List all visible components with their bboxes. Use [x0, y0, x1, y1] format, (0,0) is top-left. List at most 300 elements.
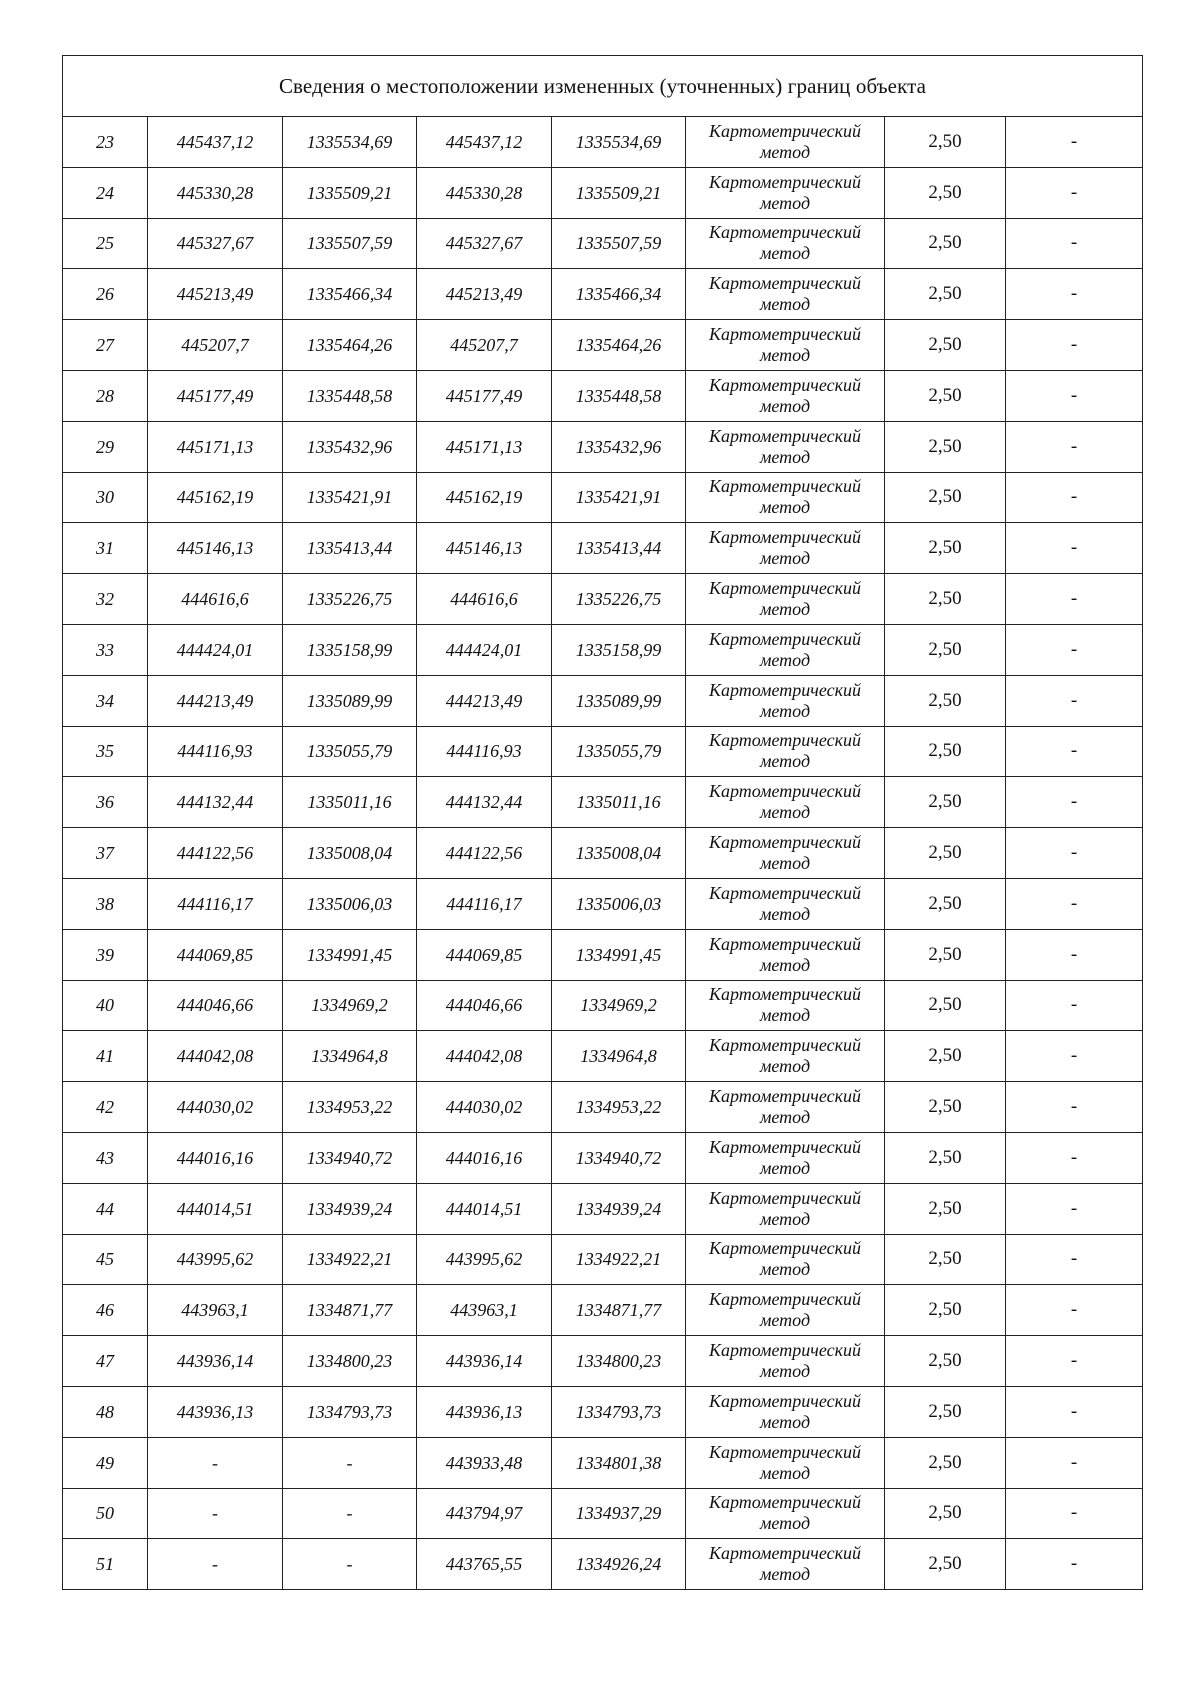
x-refined-cell: 445327,67: [417, 218, 552, 269]
method-label-line2: метод: [759, 1361, 811, 1382]
y-refined-cell: 1335089,99: [552, 675, 686, 726]
point-number-cell: 25: [63, 218, 148, 269]
point-number-cell: 30: [63, 472, 148, 523]
x-existing-cell: 443936,13: [148, 1386, 283, 1437]
x-refined-cell: 444042,08: [417, 1031, 552, 1082]
point-number-cell: 36: [63, 777, 148, 828]
method-label-line2: метод: [759, 1310, 811, 1331]
table-row: [63, 523, 1143, 574]
point-number-cell: 50: [63, 1488, 148, 1539]
point-number-cell: 44: [63, 1183, 148, 1234]
method-label-line2: метод: [759, 954, 811, 975]
point-number-cell: 38: [63, 878, 148, 929]
method-label-line2: метод: [759, 1411, 811, 1432]
table-row: [63, 675, 1143, 726]
method-label-line2: метод: [759, 243, 811, 264]
method-label-line1: Картометрический: [708, 1543, 861, 1564]
method-cell: [686, 1082, 885, 1133]
y-refined-cell: 1335158,99: [552, 624, 686, 675]
y-refined-cell: 1335507,59: [552, 218, 686, 269]
method-cell: [686, 878, 885, 929]
method-cell: [686, 574, 885, 625]
y-existing-cell: 1334800,23: [283, 1336, 417, 1387]
x-refined-cell: 444616,6: [417, 574, 552, 625]
method-cell: [686, 1437, 885, 1488]
method-label-line1: Картометрический: [708, 1441, 861, 1462]
x-refined-cell: 445207,7: [417, 320, 552, 371]
method-cell: [686, 320, 885, 371]
table-row: [63, 269, 1143, 320]
point-number-cell: 32: [63, 574, 148, 625]
y-existing-cell: -: [283, 1488, 417, 1539]
table-row: [63, 117, 1143, 168]
x-existing-cell: 443963,1: [148, 1285, 283, 1336]
y-existing-cell: 1335006,03: [283, 878, 417, 929]
point-description-cell: -: [1006, 929, 1143, 980]
y-existing-cell: 1335507,59: [283, 218, 417, 269]
y-existing-cell: 1335534,69: [283, 117, 417, 168]
point-number-cell: 24: [63, 167, 148, 218]
x-existing-cell: -: [148, 1437, 283, 1488]
table-row: [63, 167, 1143, 218]
method-label-line1: Картометрический: [708, 984, 861, 1005]
x-refined-cell: 445177,49: [417, 370, 552, 421]
method-label-line2: метод: [759, 395, 811, 416]
point-description-cell: -: [1006, 269, 1143, 320]
y-refined-cell: 1335464,26: [552, 320, 686, 371]
y-existing-cell: 1334969,2: [283, 980, 417, 1031]
method-cell: [686, 167, 885, 218]
x-existing-cell: 445330,28: [148, 167, 283, 218]
y-existing-cell: 1335158,99: [283, 624, 417, 675]
precision-cell: 2,50: [885, 523, 1006, 574]
table-row: [63, 878, 1143, 929]
precision-cell: 2,50: [885, 1183, 1006, 1234]
point-number-cell: 43: [63, 1132, 148, 1183]
point-description-cell: -: [1006, 828, 1143, 879]
x-refined-cell: 444116,93: [417, 726, 552, 777]
method-label-line1: Картометрический: [708, 781, 861, 802]
y-refined-cell: 1335509,21: [552, 167, 686, 218]
x-existing-cell: 444616,6: [148, 574, 283, 625]
method-label-line2: метод: [759, 1462, 811, 1483]
precision-cell: 2,50: [885, 1132, 1006, 1183]
point-description-cell: -: [1006, 421, 1143, 472]
point-description-cell: -: [1006, 1031, 1143, 1082]
y-existing-cell: 1335432,96: [283, 421, 417, 472]
method-label-line1: Картометрический: [708, 1238, 861, 1259]
point-number-cell: 49: [63, 1437, 148, 1488]
table-body: [63, 56, 1143, 1590]
precision-cell: 2,50: [885, 675, 1006, 726]
method-label-line1: Картометрический: [708, 425, 861, 446]
point-number-cell: 37: [63, 828, 148, 879]
method-label-line1: Картометрический: [708, 1035, 861, 1056]
point-number-cell: 35: [63, 726, 148, 777]
y-existing-cell: 1334953,22: [283, 1082, 417, 1133]
x-refined-cell: 443794,97: [417, 1488, 552, 1539]
y-refined-cell: 1335413,44: [552, 523, 686, 574]
x-refined-cell: 444069,85: [417, 929, 552, 980]
table-row: [63, 1539, 1143, 1590]
method-cell: [686, 117, 885, 168]
table-row: [63, 1285, 1143, 1336]
x-refined-cell: 444122,56: [417, 828, 552, 879]
method-label-line1: Картометрический: [708, 1492, 861, 1513]
x-existing-cell: 445146,13: [148, 523, 283, 574]
y-existing-cell: -: [283, 1437, 417, 1488]
method-label-line2: метод: [759, 1157, 811, 1178]
precision-cell: 2,50: [885, 929, 1006, 980]
method-cell: [686, 1031, 885, 1082]
method-cell: [686, 1234, 885, 1285]
x-existing-cell: -: [148, 1539, 283, 1590]
x-existing-cell: 445437,12: [148, 117, 283, 168]
method-cell: [686, 777, 885, 828]
method-cell: [686, 828, 885, 879]
table-row: [63, 1234, 1143, 1285]
precision-cell: 2,50: [885, 117, 1006, 168]
x-refined-cell: 444030,02: [417, 1082, 552, 1133]
point-description-cell: -: [1006, 218, 1143, 269]
table-row: [63, 828, 1143, 879]
point-number-cell: 41: [63, 1031, 148, 1082]
precision-cell: 2,50: [885, 320, 1006, 371]
table-row: [63, 1132, 1143, 1183]
x-existing-cell: 444132,44: [148, 777, 283, 828]
method-label-line1: Картометрический: [708, 527, 861, 548]
table-row: [63, 1386, 1143, 1437]
x-existing-cell: 443936,14: [148, 1336, 283, 1387]
precision-cell: 2,50: [885, 218, 1006, 269]
y-refined-cell: 1334801,38: [552, 1437, 686, 1488]
point-description-cell: -: [1006, 1132, 1143, 1183]
method-cell: [686, 624, 885, 675]
method-cell: [686, 1539, 885, 1590]
table-row: [63, 980, 1143, 1031]
table-title: Сведения о местоположении измененных (уточненных) границ объекта: [63, 56, 1143, 117]
table-row: [63, 421, 1143, 472]
precision-cell: 2,50: [885, 1234, 1006, 1285]
method-cell: [686, 523, 885, 574]
y-existing-cell: 1335089,99: [283, 675, 417, 726]
method-cell: [686, 370, 885, 421]
y-existing-cell: 1335008,04: [283, 828, 417, 879]
point-description-cell: -: [1006, 320, 1143, 371]
y-existing-cell: 1335011,16: [283, 777, 417, 828]
method-label-line1: Картометрический: [708, 1086, 861, 1107]
x-refined-cell: 443765,55: [417, 1539, 552, 1590]
point-description-cell: -: [1006, 777, 1143, 828]
x-existing-cell: 444016,16: [148, 1132, 283, 1183]
method-label-line1: Картометрический: [708, 1289, 861, 1310]
method-label-line2: метод: [759, 853, 811, 874]
x-existing-cell: 445177,49: [148, 370, 283, 421]
x-existing-cell: 444046,66: [148, 980, 283, 1031]
y-existing-cell: 1334991,45: [283, 929, 417, 980]
method-cell: [686, 421, 885, 472]
point-description-cell: -: [1006, 726, 1143, 777]
x-refined-cell: 444213,49: [417, 675, 552, 726]
method-label-line1: Картометрический: [708, 1187, 861, 1208]
method-label-line2: метод: [759, 751, 811, 772]
y-existing-cell: 1335413,44: [283, 523, 417, 574]
x-refined-cell: 444016,16: [417, 1132, 552, 1183]
precision-cell: 2,50: [885, 1082, 1006, 1133]
method-cell: [686, 1336, 885, 1387]
y-existing-cell: -: [283, 1539, 417, 1590]
x-refined-cell: 444014,51: [417, 1183, 552, 1234]
method-label-line1: Картометрический: [708, 1340, 861, 1361]
y-refined-cell: 1335448,58: [552, 370, 686, 421]
point-number-cell: 51: [63, 1539, 148, 1590]
method-label-line1: Картометрический: [708, 628, 861, 649]
y-refined-cell: 1334969,2: [552, 980, 686, 1031]
point-number-cell: 40: [63, 980, 148, 1031]
precision-cell: 2,50: [885, 1336, 1006, 1387]
method-label-line2: метод: [759, 1208, 811, 1229]
y-refined-cell: 1335421,91: [552, 472, 686, 523]
point-number-cell: 42: [63, 1082, 148, 1133]
table-row: [63, 218, 1143, 269]
x-refined-cell: 444046,66: [417, 980, 552, 1031]
x-existing-cell: 444213,49: [148, 675, 283, 726]
method-label-line1: Картометрический: [708, 882, 861, 903]
method-label-line1: Картометрический: [708, 324, 861, 345]
table-title-row: [63, 56, 1143, 117]
x-refined-cell: 444132,44: [417, 777, 552, 828]
table-row: [63, 1488, 1143, 1539]
table-row: [63, 1031, 1143, 1082]
point-number-cell: 23: [63, 117, 148, 168]
point-description-cell: -: [1006, 1386, 1143, 1437]
point-description-cell: -: [1006, 878, 1143, 929]
x-refined-cell: 443995,62: [417, 1234, 552, 1285]
precision-cell: 2,50: [885, 1488, 1006, 1539]
x-existing-cell: 445162,19: [148, 472, 283, 523]
method-cell: [686, 675, 885, 726]
method-cell: [686, 1386, 885, 1437]
table-row: [63, 370, 1143, 421]
method-label-line2: метод: [759, 599, 811, 620]
method-label-line1: Картометрический: [708, 171, 861, 192]
method-label-line2: метод: [759, 192, 811, 213]
precision-cell: 2,50: [885, 1539, 1006, 1590]
y-refined-cell: 1334800,23: [552, 1336, 686, 1387]
method-label-line1: Картометрический: [708, 679, 861, 700]
x-existing-cell: 443995,62: [148, 1234, 283, 1285]
point-number-cell: 28: [63, 370, 148, 421]
precision-cell: 2,50: [885, 167, 1006, 218]
y-refined-cell: 1334871,77: [552, 1285, 686, 1336]
y-existing-cell: 1335448,58: [283, 370, 417, 421]
table-row: [63, 777, 1143, 828]
point-description-cell: -: [1006, 370, 1143, 421]
point-description-cell: -: [1006, 624, 1143, 675]
x-existing-cell: 444030,02: [148, 1082, 283, 1133]
y-refined-cell: 1334937,29: [552, 1488, 686, 1539]
y-refined-cell: 1335466,34: [552, 269, 686, 320]
method-cell: [686, 929, 885, 980]
point-number-cell: 39: [63, 929, 148, 980]
table-row: [63, 1336, 1143, 1387]
method-label-line2: метод: [759, 1513, 811, 1534]
y-existing-cell: 1334940,72: [283, 1132, 417, 1183]
point-number-cell: 33: [63, 624, 148, 675]
point-description-cell: -: [1006, 574, 1143, 625]
table-row: [63, 624, 1143, 675]
x-refined-cell: 444116,17: [417, 878, 552, 929]
method-label-line1: Картометрический: [708, 730, 861, 751]
method-label-line2: метод: [759, 1564, 811, 1585]
x-existing-cell: 445207,7: [148, 320, 283, 371]
point-number-cell: 31: [63, 523, 148, 574]
table-row: [63, 929, 1143, 980]
y-existing-cell: 1334939,24: [283, 1183, 417, 1234]
y-existing-cell: 1335466,34: [283, 269, 417, 320]
method-label-line1: Картометрический: [708, 374, 861, 395]
method-label-line2: метод: [759, 497, 811, 518]
precision-cell: 2,50: [885, 828, 1006, 879]
y-existing-cell: 1335464,26: [283, 320, 417, 371]
y-existing-cell: 1335226,75: [283, 574, 417, 625]
boundary-coordinates-table: [62, 55, 1143, 1590]
precision-cell: 2,50: [885, 472, 1006, 523]
y-refined-cell: 1335008,04: [552, 828, 686, 879]
point-description-cell: -: [1006, 1336, 1143, 1387]
precision-cell: 2,50: [885, 269, 1006, 320]
method-label-line1: Картометрический: [708, 222, 861, 243]
method-label-line2: метод: [759, 345, 811, 366]
point-number-cell: 34: [63, 675, 148, 726]
point-description-cell: -: [1006, 117, 1143, 168]
method-label-line2: метод: [759, 700, 811, 721]
precision-cell: 2,50: [885, 370, 1006, 421]
y-refined-cell: 1334939,24: [552, 1183, 686, 1234]
point-number-cell: 26: [63, 269, 148, 320]
precision-cell: 2,50: [885, 574, 1006, 625]
method-label-line2: метод: [759, 1056, 811, 1077]
point-description-cell: -: [1006, 675, 1143, 726]
point-number-cell: 46: [63, 1285, 148, 1336]
y-refined-cell: 1335226,75: [552, 574, 686, 625]
method-label-line2: метод: [759, 1005, 811, 1026]
point-description-cell: -: [1006, 980, 1143, 1031]
method-label-line1: Картометрический: [708, 120, 861, 141]
point-description-cell: -: [1006, 167, 1143, 218]
point-number-cell: 47: [63, 1336, 148, 1387]
point-number-cell: 45: [63, 1234, 148, 1285]
x-refined-cell: 443936,14: [417, 1336, 552, 1387]
y-refined-cell: 1334922,21: [552, 1234, 686, 1285]
method-label-line1: Картометрический: [708, 578, 861, 599]
method-label-line1: Картометрический: [708, 273, 861, 294]
y-refined-cell: 1335534,69: [552, 117, 686, 168]
point-description-cell: -: [1006, 1285, 1143, 1336]
method-cell: [686, 472, 885, 523]
y-refined-cell: 1334926,24: [552, 1539, 686, 1590]
precision-cell: 2,50: [885, 980, 1006, 1031]
x-refined-cell: 445213,49: [417, 269, 552, 320]
method-label-line2: метод: [759, 294, 811, 315]
x-existing-cell: 445171,13: [148, 421, 283, 472]
x-existing-cell: -: [148, 1488, 283, 1539]
y-refined-cell: 1335006,03: [552, 878, 686, 929]
method-cell: [686, 218, 885, 269]
x-refined-cell: 445171,13: [417, 421, 552, 472]
table-row: [63, 320, 1143, 371]
x-existing-cell: 444116,93: [148, 726, 283, 777]
y-refined-cell: 1335011,16: [552, 777, 686, 828]
y-refined-cell: 1335055,79: [552, 726, 686, 777]
method-cell: [686, 980, 885, 1031]
precision-cell: 2,50: [885, 1285, 1006, 1336]
x-existing-cell: 444116,17: [148, 878, 283, 929]
y-existing-cell: 1334964,8: [283, 1031, 417, 1082]
y-refined-cell: 1335432,96: [552, 421, 686, 472]
x-refined-cell: 445146,13: [417, 523, 552, 574]
method-label-line1: Картометрический: [708, 832, 861, 853]
x-existing-cell: 444042,08: [148, 1031, 283, 1082]
point-number-cell: 48: [63, 1386, 148, 1437]
table-row: [63, 1437, 1143, 1488]
point-description-cell: -: [1006, 1539, 1143, 1590]
table-row: [63, 1082, 1143, 1133]
y-existing-cell: 1335421,91: [283, 472, 417, 523]
y-refined-cell: 1334953,22: [552, 1082, 686, 1133]
method-label-line1: Картометрический: [708, 1136, 861, 1157]
precision-cell: 2,50: [885, 624, 1006, 675]
x-existing-cell: 445327,67: [148, 218, 283, 269]
point-description-cell: -: [1006, 1183, 1143, 1234]
point-description-cell: -: [1006, 523, 1143, 574]
method-label-line1: Картометрический: [708, 933, 861, 954]
precision-cell: 2,50: [885, 1031, 1006, 1082]
method-label-line2: метод: [759, 548, 811, 569]
point-description-cell: -: [1006, 1082, 1143, 1133]
point-description-cell: -: [1006, 472, 1143, 523]
y-existing-cell: 1334871,77: [283, 1285, 417, 1336]
point-number-cell: 29: [63, 421, 148, 472]
x-existing-cell: 444424,01: [148, 624, 283, 675]
y-existing-cell: 1335055,79: [283, 726, 417, 777]
y-existing-cell: 1335509,21: [283, 167, 417, 218]
table-row: [63, 1183, 1143, 1234]
method-label-line1: Картометрический: [708, 476, 861, 497]
precision-cell: 2,50: [885, 421, 1006, 472]
method-label-line2: метод: [759, 446, 811, 467]
y-refined-cell: 1334964,8: [552, 1031, 686, 1082]
method-label-line1: Картометрический: [708, 1390, 861, 1411]
method-cell: [686, 1132, 885, 1183]
x-existing-cell: 445213,49: [148, 269, 283, 320]
x-refined-cell: 443963,1: [417, 1285, 552, 1336]
y-refined-cell: 1334793,73: [552, 1386, 686, 1437]
table-row: [63, 574, 1143, 625]
x-refined-cell: 445330,28: [417, 167, 552, 218]
precision-cell: 2,50: [885, 726, 1006, 777]
method-label-line2: метод: [759, 649, 811, 670]
method-label-line2: метод: [759, 1107, 811, 1128]
y-existing-cell: 1334793,73: [283, 1386, 417, 1437]
method-label-line2: метод: [759, 141, 811, 162]
precision-cell: 2,50: [885, 1437, 1006, 1488]
point-description-cell: -: [1006, 1234, 1143, 1285]
x-refined-cell: 445437,12: [417, 117, 552, 168]
x-refined-cell: 444424,01: [417, 624, 552, 675]
method-label-line2: метод: [759, 1259, 811, 1280]
precision-cell: 2,50: [885, 878, 1006, 929]
